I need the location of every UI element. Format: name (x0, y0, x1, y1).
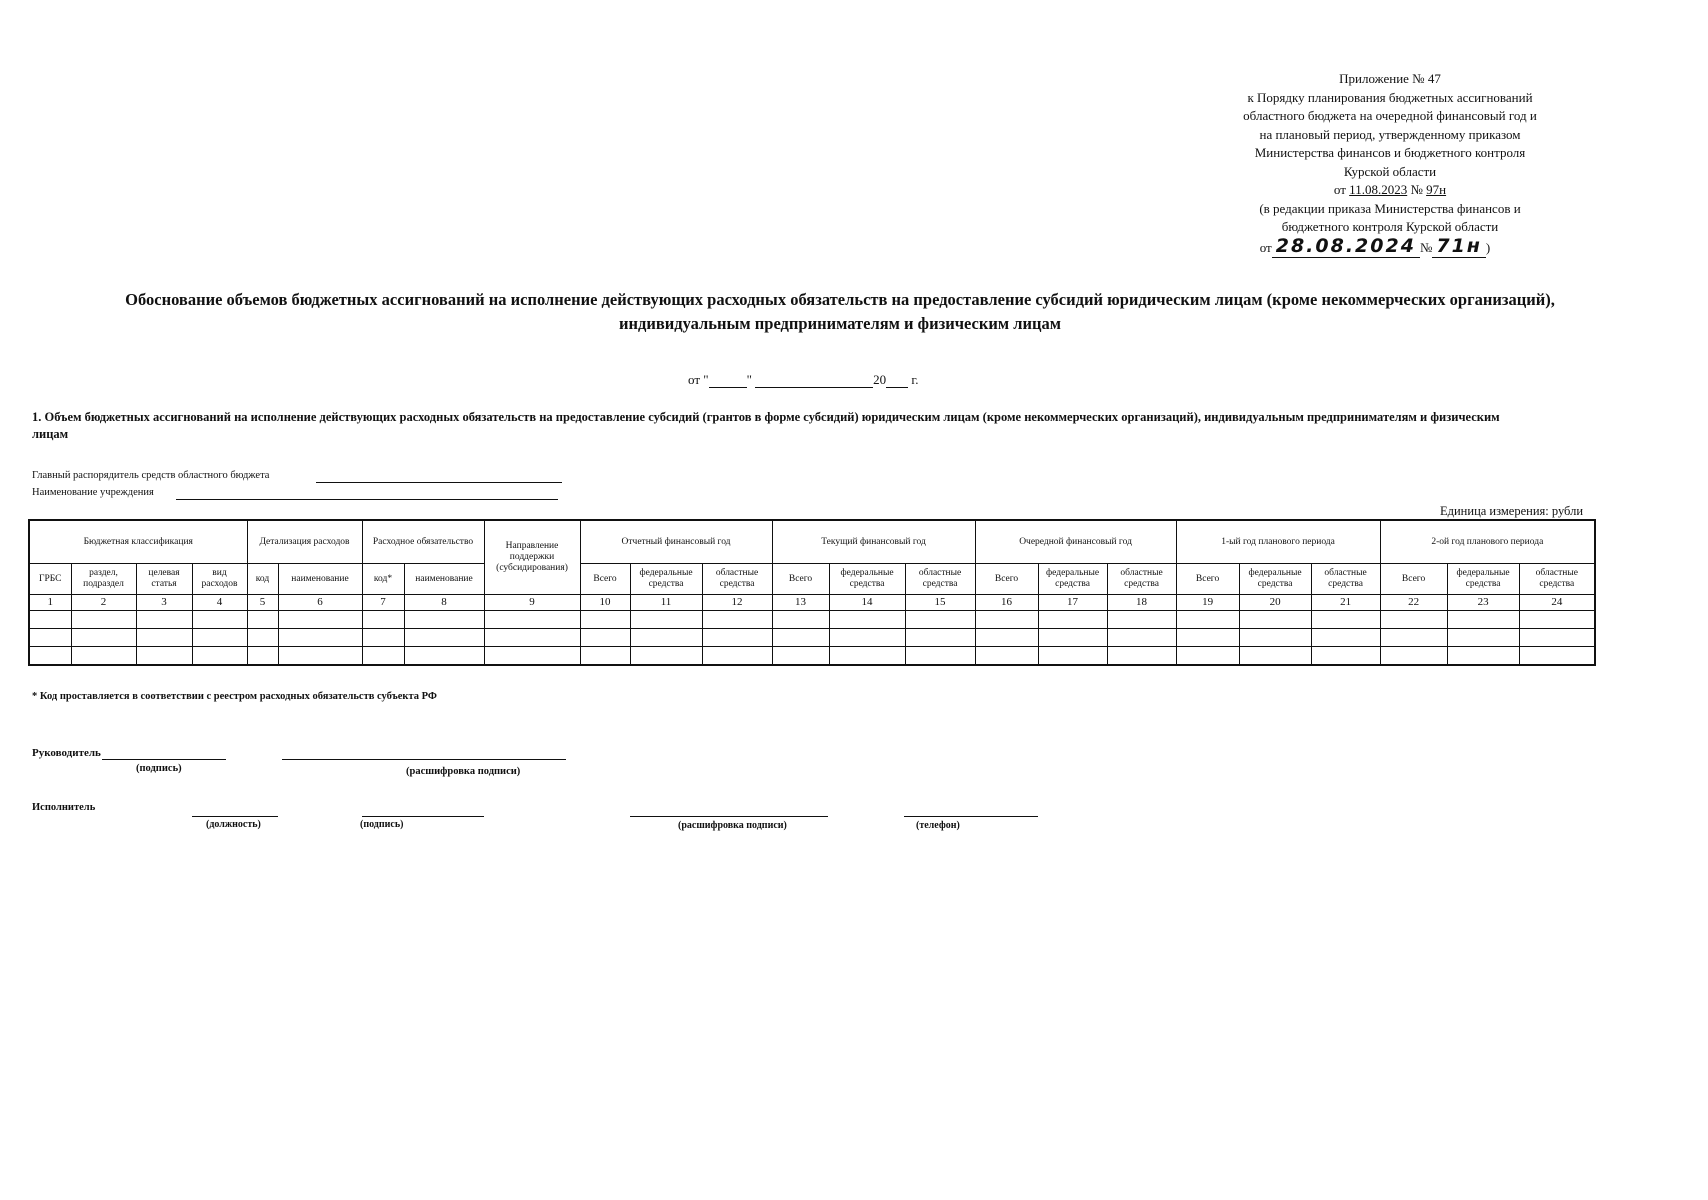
subheader-type: вид расходов (192, 564, 247, 595)
head-decoding-line[interactable] (282, 759, 566, 760)
table-cell[interactable] (1239, 629, 1311, 647)
table-cell[interactable] (702, 629, 772, 647)
table-cell[interactable] (247, 629, 278, 647)
table-cell[interactable] (192, 629, 247, 647)
executor-label: Исполнитель (32, 802, 96, 813)
position-caption: (должность) (206, 819, 261, 830)
table-cell[interactable] (1107, 647, 1176, 666)
table-cell[interactable] (829, 629, 905, 647)
phone-caption: (телефон) (916, 820, 960, 831)
column-number-cell: 2 (71, 595, 136, 611)
table-cell[interactable] (362, 629, 404, 647)
table-cell[interactable] (71, 629, 136, 647)
subheader-federal: федеральные средства (1447, 564, 1519, 595)
table-cell[interactable] (1519, 647, 1595, 666)
table-cell[interactable] (1176, 647, 1239, 666)
appendix-line: Курской области (1343, 163, 1437, 179)
column-number-cell: 1 (29, 595, 71, 611)
header-plan-year-1: 1-ый год планового периода (1176, 520, 1380, 564)
column-number-cell: 8 (404, 595, 484, 611)
head-signature-line[interactable] (102, 759, 226, 760)
subheader-name: наименование (404, 564, 484, 595)
subheader-grbs: ГРБС (29, 564, 71, 595)
header-reporting-year: Отчетный финансовый год (580, 520, 772, 564)
table-cell[interactable] (1311, 647, 1380, 666)
table-cell[interactable] (247, 611, 278, 629)
subheader-target: целевая статья (136, 564, 192, 595)
table-cell[interactable] (1447, 629, 1519, 647)
table-cell[interactable] (1519, 611, 1595, 629)
appendix-block (1225, 70, 1555, 257)
edit-line: бюджетного контроля Курской области (1281, 219, 1499, 234)
column-number-row (29, 595, 1595, 611)
header-plan-year-2: 2-ой год планового периода (1380, 520, 1595, 564)
table-cell[interactable] (580, 647, 630, 666)
table-cell[interactable] (484, 611, 580, 629)
table-cell[interactable] (404, 647, 484, 666)
subheader-federal: федеральные средства (829, 564, 905, 595)
table-cell[interactable] (630, 611, 702, 629)
column-number-cell: 7 (362, 595, 404, 611)
header-next-year: Очередной финансовый год (975, 520, 1176, 564)
column-number-cell: 23 (1447, 595, 1519, 611)
table-cell[interactable] (1380, 611, 1447, 629)
edit-line: (в редакции приказа Министерства финансов и (1259, 200, 1521, 216)
subheader-code: код (247, 564, 278, 595)
head-label: Руководитель (32, 747, 101, 759)
footnote: * Код проставляется в соответствии с реестром расходных обязательств субъекта РФ (32, 691, 437, 702)
executor-signature-line[interactable] (362, 816, 484, 817)
table-cell[interactable] (247, 647, 278, 666)
table-cell[interactable] (136, 629, 192, 647)
subheader-regional: областные средства (702, 564, 772, 595)
grbs-label: Главный распорядитель средств областного бюджета (32, 470, 270, 481)
phone-line[interactable] (904, 816, 1038, 817)
table-row (29, 629, 1595, 647)
table-cell[interactable] (484, 629, 580, 647)
table-cell[interactable] (29, 647, 71, 666)
table-cell[interactable] (905, 647, 975, 666)
table-cell[interactable] (702, 611, 772, 629)
day-blank (709, 387, 747, 388)
table-row (29, 611, 1595, 629)
table-cell[interactable] (1239, 611, 1311, 629)
appendix-number: Приложение № 47 (1339, 71, 1441, 86)
column-number-cell: 22 (1380, 595, 1447, 611)
subheader-total: Всего (975, 564, 1038, 595)
document-title: Обоснование объемов бюджетных ассигнований на исполнение действующих расходных обязательств на предоставление субсидий юридическим лицам (кроме некоммерческих организаций), индивидуальным предпринимателям и физическим лицам (125, 290, 1555, 333)
decoding-caption: (расшифровка подписи) (406, 766, 521, 777)
column-number-cell: 5 (247, 595, 278, 611)
table-cell[interactable] (136, 611, 192, 629)
institution-field (32, 487, 154, 498)
subheader-name: наименование (278, 564, 362, 595)
subheader-section: раздел, подраздел (71, 564, 136, 595)
table-cell[interactable] (278, 629, 362, 647)
decoding-caption: (расшифровка подписи) (678, 820, 787, 831)
table-cell[interactable] (1311, 629, 1380, 647)
table-cell[interactable] (192, 611, 247, 629)
column-number-cell: 14 (829, 595, 905, 611)
table-cell[interactable] (1038, 647, 1107, 666)
table-cell[interactable] (71, 647, 136, 666)
column-number-cell: 9 (484, 595, 580, 611)
signature-caption: (подпись) (136, 763, 182, 774)
handwritten-number: 71н (1432, 235, 1486, 258)
position-line[interactable] (192, 816, 278, 817)
table-cell[interactable] (905, 629, 975, 647)
column-number-cell: 3 (136, 595, 192, 611)
column-number-cell: 6 (278, 595, 362, 611)
subheader-total: Всего (1380, 564, 1447, 595)
table-cell[interactable] (1447, 647, 1519, 666)
table-cell[interactable] (829, 647, 905, 666)
unit-label: Единица измерения: рубли (1440, 504, 1584, 518)
grbs-input-line[interactable] (316, 482, 562, 483)
header-support-direction: Направление поддержки (субсидирования) (484, 520, 580, 595)
edit-reference: от 28.08.2024 № 71н ) (1259, 234, 1491, 257)
table-cell[interactable] (1519, 629, 1595, 647)
table-cell[interactable] (362, 611, 404, 629)
subheader-regional: областные средства (1107, 564, 1176, 595)
column-number-cell: 17 (1038, 595, 1107, 611)
column-number-cell: 18 (1107, 595, 1176, 611)
section-title: 1. Объем бюджетных ассигнований на исполнение действующих расходных обязательств на предоставление субсидий (грантов в форме субсидий) юридическим лицам (кроме некоммерческих организаций), индивидуальным предпринимателям и физическим лицам (32, 410, 1500, 441)
table-cell[interactable] (1038, 629, 1107, 647)
subheader-regional: областные средства (1311, 564, 1380, 595)
date-line: от " " 20 г. (688, 372, 919, 387)
subheader-federal: федеральные средства (1038, 564, 1107, 595)
table-cell[interactable] (278, 611, 362, 629)
column-number-cell: 11 (630, 595, 702, 611)
header-obligation: Расходное обязательство (362, 520, 484, 564)
appendix-line: к Порядку планирования бюджетных ассигнований (1247, 89, 1533, 105)
table-cell[interactable] (71, 611, 136, 629)
appendix-line: областного бюджета на очередной финансовый год и (1243, 108, 1537, 123)
table-cell[interactable] (580, 629, 630, 647)
budget-table (28, 519, 1596, 666)
subheader-federal: федеральные средства (630, 564, 702, 595)
column-number-cell: 24 (1519, 595, 1595, 611)
executor-decoding-line[interactable] (630, 816, 828, 817)
table-cell[interactable] (29, 611, 71, 629)
column-number-cell: 20 (1239, 595, 1311, 611)
table-cell[interactable] (829, 611, 905, 629)
header-expense-detail: Детализация расходов (247, 520, 362, 564)
grbs-field (32, 470, 269, 481)
handwritten-date: 28.08.2024 (1272, 235, 1420, 258)
appendix-line: на плановый период, утвержденному приказом (1259, 126, 1521, 142)
institution-input-line[interactable] (176, 499, 558, 500)
header-budget-classification: Бюджетная классификация (29, 520, 247, 564)
subheader-total: Всего (580, 564, 630, 595)
subheader-federal: федеральные средства (1239, 564, 1311, 595)
column-number-cell: 12 (702, 595, 772, 611)
table-cell[interactable] (630, 647, 702, 666)
table-cell[interactable] (630, 629, 702, 647)
subheader-code-star: код* (362, 564, 404, 595)
table-cell[interactable] (404, 611, 484, 629)
column-number-cell: 10 (580, 595, 630, 611)
subheader-total: Всего (1176, 564, 1239, 595)
column-number-cell: 16 (975, 595, 1038, 611)
table-cell[interactable] (278, 647, 362, 666)
table-cell[interactable] (1239, 647, 1311, 666)
table-row (29, 647, 1595, 666)
order-number: 97н (1426, 182, 1447, 197)
order-reference: от 11.08.2023 № 97н (1333, 182, 1447, 197)
table-cell[interactable] (1107, 629, 1176, 647)
table-cell[interactable] (905, 611, 975, 629)
table-cell[interactable] (975, 611, 1038, 629)
table-cell[interactable] (772, 629, 829, 647)
table-cell[interactable] (1038, 611, 1107, 629)
table-cell[interactable] (136, 647, 192, 666)
table-cell[interactable] (404, 629, 484, 647)
subheader-total: Всего (772, 564, 829, 595)
column-number-cell: 19 (1176, 595, 1239, 611)
table-cell[interactable] (1107, 611, 1176, 629)
table-cell[interactable] (362, 647, 404, 666)
table-cell[interactable] (29, 629, 71, 647)
table-subheader-row (29, 564, 1595, 595)
month-blank (755, 387, 873, 388)
table-cell[interactable] (1311, 611, 1380, 629)
column-number-cell: 15 (905, 595, 975, 611)
column-number-cell: 13 (772, 595, 829, 611)
year-blank (886, 387, 908, 388)
subheader-regional: областные средства (905, 564, 975, 595)
table-cell[interactable] (975, 629, 1038, 647)
table-cell[interactable] (772, 611, 829, 629)
header-current-year: Текущий финансовый год (772, 520, 975, 564)
institution-label: Наименование учреждения (32, 487, 154, 498)
table-cell[interactable] (1380, 629, 1447, 647)
column-number-cell: 21 (1311, 595, 1380, 611)
table-cell[interactable] (580, 611, 630, 629)
table-cell[interactable] (1176, 629, 1239, 647)
appendix-line: Министерства финансов и бюджетного контроля (1254, 145, 1526, 160)
table-cell[interactable] (192, 647, 247, 666)
column-number-cell: 4 (192, 595, 247, 611)
table-cell[interactable] (484, 647, 580, 666)
table-cell[interactable] (1447, 611, 1519, 629)
table-header-row (29, 520, 1595, 564)
subheader-regional: областные средства (1519, 564, 1595, 595)
table-cell[interactable] (772, 647, 829, 666)
table-cell[interactable] (975, 647, 1038, 666)
table-cell[interactable] (702, 647, 772, 666)
order-date: 11.08.2023 (1349, 182, 1408, 197)
signature-caption: (подпись) (360, 819, 404, 830)
table-cell[interactable] (1176, 611, 1239, 629)
table-cell[interactable] (1380, 647, 1447, 666)
